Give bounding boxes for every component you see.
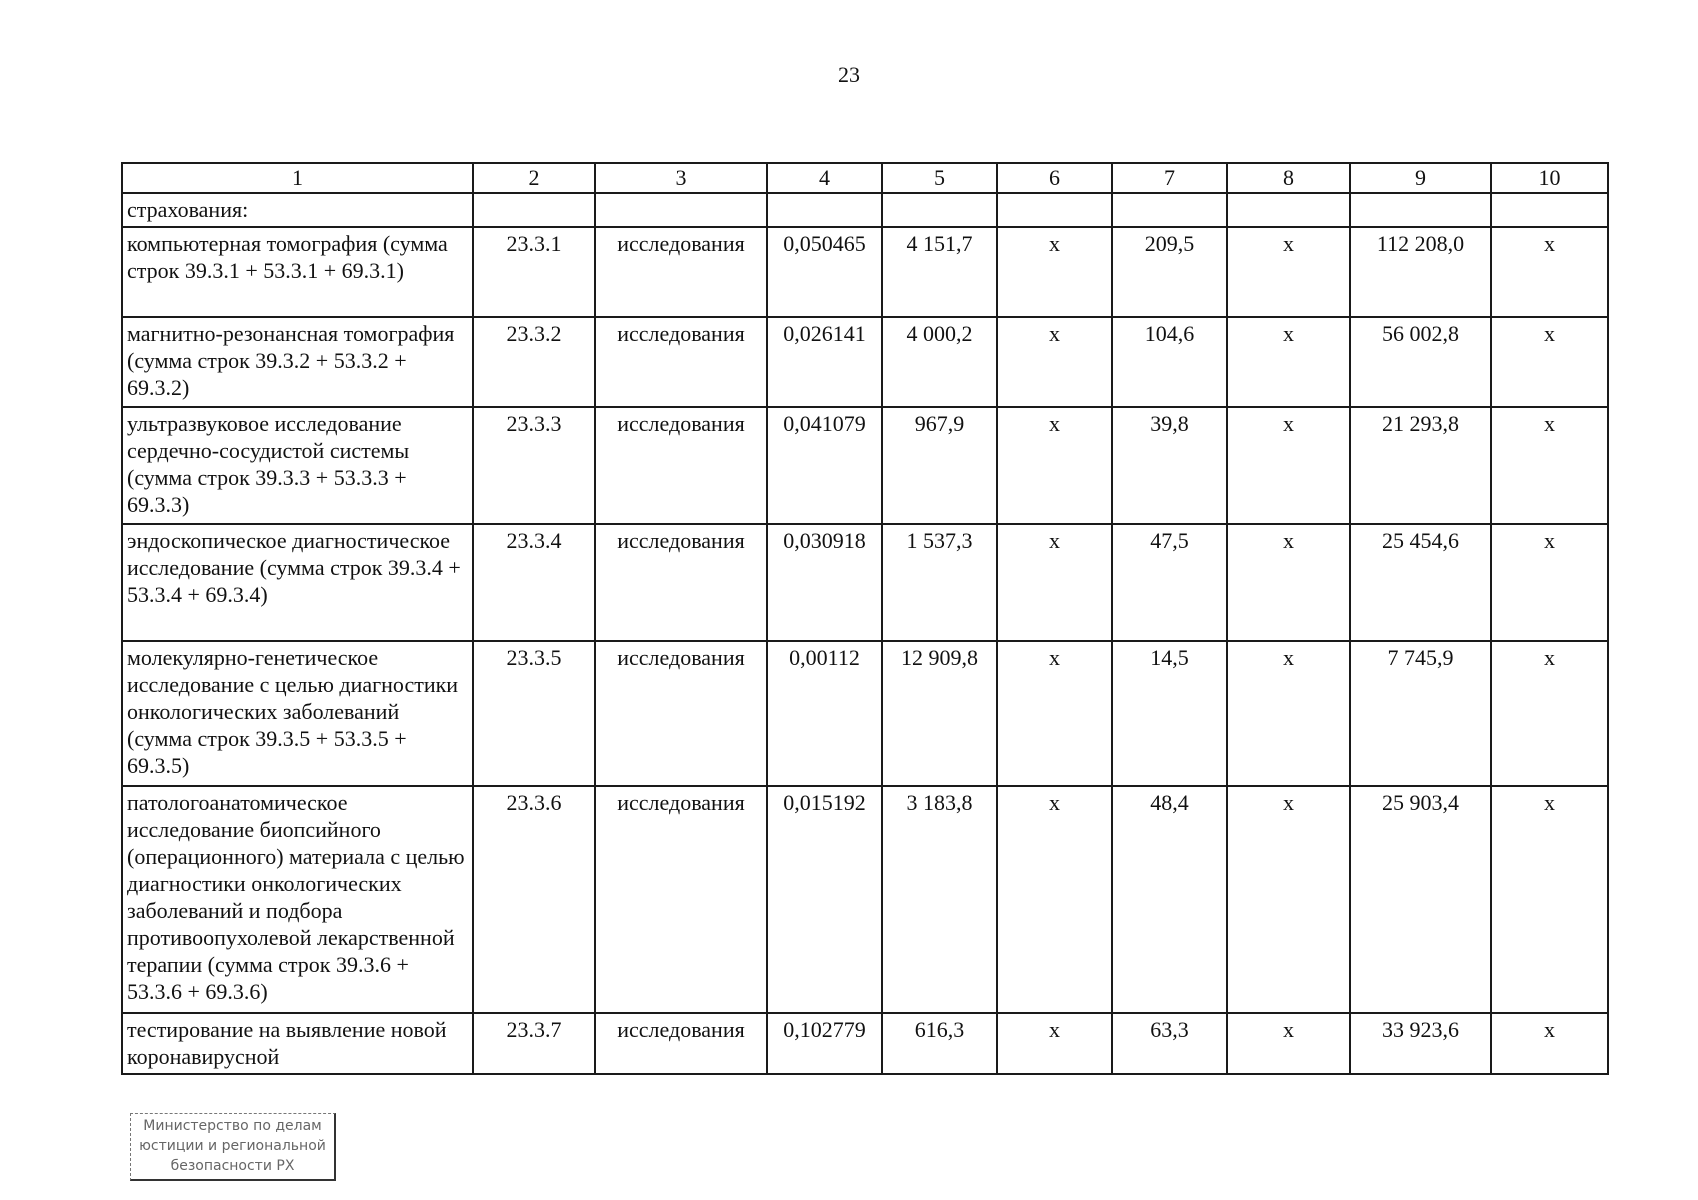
- cell-col10: х: [1491, 641, 1608, 786]
- empty-cell: [595, 193, 767, 227]
- cell-col7: 63,3: [1112, 1013, 1227, 1074]
- column-number-row: [122, 163, 1608, 193]
- table-row: [122, 641, 1608, 786]
- cell-col4: 0,041079: [767, 407, 882, 524]
- row-name: эндоскопическое диагностическое исследование (сумма строк 39.3.4 + 53.3.4 + 69.3.4): [122, 524, 473, 641]
- table-row: [122, 317, 1608, 407]
- row-name: молекулярно-генетическое исследование с целью диагностики онкологических заболеваний (сумма строк 39.3.5 + 53.3.5 + 69.3.5): [122, 641, 473, 786]
- stamp-line: юстиции и региональной: [139, 1138, 326, 1154]
- cell-col4: 0,015192: [767, 786, 882, 1013]
- cell-col9: 7 745,9: [1350, 641, 1491, 786]
- cell-col7: 39,8: [1112, 407, 1227, 524]
- data-table: [121, 162, 1609, 1075]
- column-number: 2: [473, 163, 595, 193]
- cell-col8: х: [1227, 524, 1350, 641]
- empty-cell: [1112, 193, 1227, 227]
- column-number: 7: [1112, 163, 1227, 193]
- cell-col9: 25 454,6: [1350, 524, 1491, 641]
- cell-col4: 0,102779: [767, 1013, 882, 1074]
- empty-cell: [1350, 193, 1491, 227]
- cell-col6: х: [997, 641, 1112, 786]
- column-number: 8: [1227, 163, 1350, 193]
- section-row: [122, 193, 1608, 227]
- cell-col8: х: [1227, 786, 1350, 1013]
- cell-col6: х: [997, 407, 1112, 524]
- cell-col7: 104,6: [1112, 317, 1227, 407]
- column-number: 5: [882, 163, 997, 193]
- cell-col8: х: [1227, 407, 1350, 524]
- page-number: 23: [838, 62, 860, 87]
- row-name: тестирование на выявление новой коронавирусной: [122, 1013, 473, 1074]
- cell-col5: 1 537,3: [882, 524, 997, 641]
- cell-col8: х: [1227, 1013, 1350, 1074]
- row-code: 23.3.4: [473, 524, 595, 641]
- empty-cell: [997, 193, 1112, 227]
- empty-cell: [473, 193, 595, 227]
- row-unit: исследования: [595, 407, 767, 524]
- row-code: 23.3.6: [473, 786, 595, 1013]
- section-label: страхования:: [122, 193, 473, 227]
- empty-cell: [767, 193, 882, 227]
- row-unit: исследования: [595, 641, 767, 786]
- cell-col5: 616,3: [882, 1013, 997, 1074]
- cell-col10: х: [1491, 786, 1608, 1013]
- table-row: [122, 524, 1608, 641]
- cell-col10: х: [1491, 407, 1608, 524]
- cell-col6: х: [997, 227, 1112, 317]
- cell-col5: 967,9: [882, 407, 997, 524]
- column-number: 9: [1350, 163, 1491, 193]
- cell-col7: 48,4: [1112, 786, 1227, 1013]
- cell-col5: 4 000,2: [882, 317, 997, 407]
- cell-col7: 47,5: [1112, 524, 1227, 641]
- cell-col10: х: [1491, 524, 1608, 641]
- column-number: 4: [767, 163, 882, 193]
- row-code: 23.3.5: [473, 641, 595, 786]
- cell-col8: х: [1227, 227, 1350, 317]
- row-code: 23.3.3: [473, 407, 595, 524]
- cell-col4: 0,030918: [767, 524, 882, 641]
- column-number: 1: [122, 163, 473, 193]
- row-unit: исследования: [595, 227, 767, 317]
- cell-col9: 56 002,8: [1350, 317, 1491, 407]
- table-row: [122, 227, 1608, 317]
- stamp-line: Министерство по делам: [143, 1118, 322, 1134]
- row-unit: исследования: [595, 786, 767, 1013]
- cell-col4: 0,026141: [767, 317, 882, 407]
- cell-col10: х: [1491, 1013, 1608, 1074]
- cell-col6: х: [997, 317, 1112, 407]
- cell-col4: 0,00112: [767, 641, 882, 786]
- cell-col8: х: [1227, 317, 1350, 407]
- cell-col6: х: [997, 524, 1112, 641]
- cell-col5: 12 909,8: [882, 641, 997, 786]
- cell-col5: 4 151,7: [882, 227, 997, 317]
- table-row: [122, 1013, 1608, 1074]
- row-code: 23.3.2: [473, 317, 595, 407]
- row-unit: исследования: [595, 317, 767, 407]
- cell-col4: 0,050465: [767, 227, 882, 317]
- row-name: патологоанатомическое исследование биопсийного (операционного) материала с целью диагностики онкологических заболеваний и подбора противоопухолевой лекарственной терапии (сумма строк 39.3.6 + 53.3.6 + 69.3.6): [122, 786, 473, 1013]
- cell-col9: 25 903,4: [1350, 786, 1491, 1013]
- cell-col7: 209,5: [1112, 227, 1227, 317]
- cell-col10: х: [1491, 317, 1608, 407]
- row-code: 23.3.7: [473, 1013, 595, 1074]
- cell-col9: 112 208,0: [1350, 227, 1491, 317]
- column-number: 3: [595, 163, 767, 193]
- row-unit: исследования: [595, 1013, 767, 1074]
- empty-cell: [882, 193, 997, 227]
- table-row: [122, 786, 1608, 1013]
- row-name: ультразвуковое исследование сердечно-сосудистой системы (сумма строк 39.3.3 + 53.3.3 + 69.3.3): [122, 407, 473, 524]
- column-number: 6: [997, 163, 1112, 193]
- cell-col9: 33 923,6: [1350, 1013, 1491, 1074]
- row-code: 23.3.1: [473, 227, 595, 317]
- cell-col10: х: [1491, 227, 1608, 317]
- column-number: 10: [1491, 163, 1608, 193]
- cell-col5: 3 183,8: [882, 786, 997, 1013]
- empty-cell: [1227, 193, 1350, 227]
- cell-col6: х: [997, 786, 1112, 1013]
- row-name: магнитно-резонансная томография (сумма строк 39.3.2 + 53.3.2 + 69.3.2): [122, 317, 473, 407]
- stamp-line: безопасности РХ: [170, 1158, 295, 1174]
- cell-col6: х: [997, 1013, 1112, 1074]
- cell-col7: 14,5: [1112, 641, 1227, 786]
- table-row: [122, 407, 1608, 524]
- row-name: компьютерная томография (сумма строк 39.3.1 + 53.3.1 + 69.3.1): [122, 227, 473, 317]
- cell-col9: 21 293,8: [1350, 407, 1491, 524]
- row-unit: исследования: [595, 524, 767, 641]
- cell-col8: х: [1227, 641, 1350, 786]
- empty-cell: [1491, 193, 1608, 227]
- registration-stamp: [130, 1113, 336, 1181]
